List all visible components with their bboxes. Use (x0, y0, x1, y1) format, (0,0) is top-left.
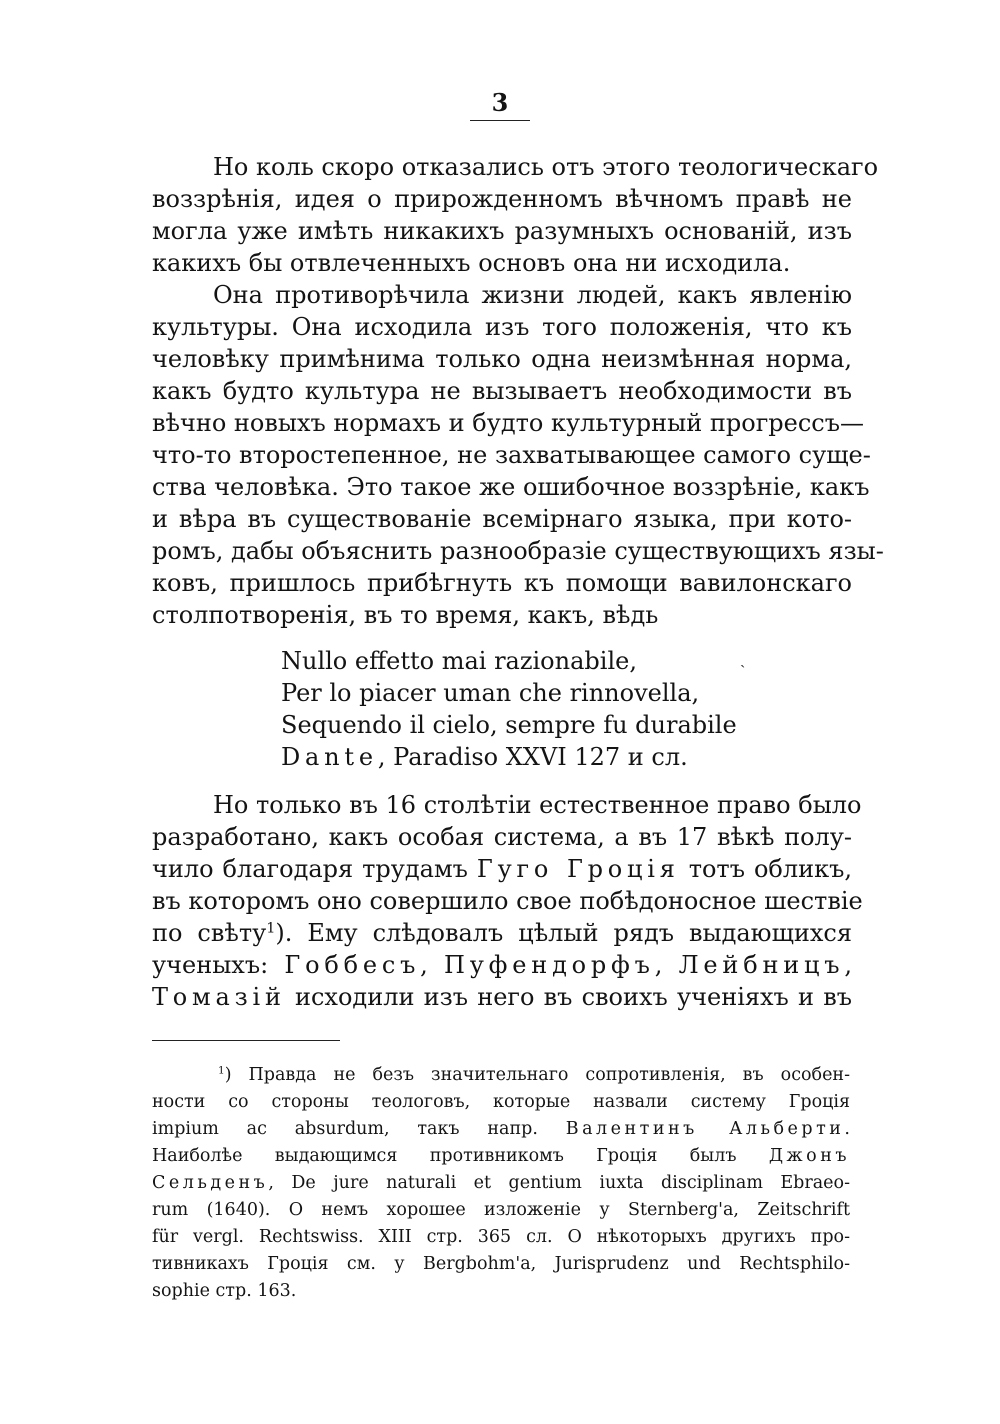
person-name: Гуго Гроція (476, 855, 680, 883)
footnote-line (152, 1143, 850, 1170)
text-segment: ученыхъ: (152, 951, 285, 979)
text-line (152, 853, 852, 885)
person-name: Пуфендорфъ (444, 951, 655, 979)
person-name: Лейбницъ (678, 951, 845, 979)
text-segment: , De jure naturali et gentium iuxta disciplinam Ebraeo- (268, 1173, 850, 1193)
person-name: Гоббесъ (284, 951, 421, 979)
verse-source (281, 741, 688, 773)
text-line: какъ будто культура не вызываетъ необходимости въ (152, 377, 852, 405)
text-segment: , (654, 951, 679, 979)
footnote-line (152, 1116, 850, 1143)
footnote-line: ности со стороны теологовъ, которые назвали систему Гроція (152, 1092, 850, 1112)
text-line: вѣчно новыхъ нормахъ и будто культурный прогрессъ— (152, 409, 864, 437)
text-segment: исходили изъ него въ своихъ ученіяхъ и въ (285, 983, 852, 1011)
text-segment: по свѣту (152, 919, 267, 947)
footnote-mark: 1 (218, 1064, 225, 1077)
text-line (152, 949, 852, 981)
stray-mark: ˴ (740, 654, 746, 673)
footnote-line: тивникахъ Гроція см. у Bergbohm'а, Jurisprudenz und Rechtsphilo- (152, 1254, 850, 1274)
text-line: могла уже имѣть никакихъ разумныхъ основаній, изъ (152, 217, 852, 245)
footnote-rule (152, 1040, 340, 1041)
verse-reference: , Paradiso XXVI 127 и сл. (377, 743, 688, 771)
text-line: въ которомъ оно совершило свое побѣдоносное шествіе (152, 887, 863, 915)
verse-author: Dante (281, 743, 378, 771)
text-segment: Наиболѣе выдающимся противникомъ Гроція былъ (152, 1146, 769, 1166)
text-segment: тотъ обликъ, (679, 855, 852, 883)
text-segment: ) Правда не безъ значительнаго сопротивленія, въ особен- (224, 1065, 850, 1085)
text-line: что-то второстепенное, не захватывающее самого суще- (152, 441, 871, 469)
text-line: Она противорѣчила жизни людей, какъ явленію (213, 281, 852, 309)
person-name: Томазій (152, 983, 286, 1011)
footnote-line: für vergl. Rechtswiss. XIII стр. 365 сл. О нѣкоторыхъ другихъ про- (152, 1227, 850, 1247)
person-name: Сельденъ (152, 1173, 269, 1193)
text-line: какихъ бы отвлеченныхъ основъ она ни исходила. (152, 249, 791, 277)
text-segment: , (844, 951, 852, 979)
footnote-line (218, 1062, 850, 1089)
verse-line: Nullo effetto mai razionabile, (281, 647, 637, 675)
footnote-ref: 1 (266, 920, 276, 937)
text-line: Но коль скоро отказались отъ этого теологическаго (213, 153, 879, 181)
text-line: воззрѣнія, идея о прирожденномъ вѣчномъ правѣ не (152, 185, 852, 213)
text-line: разработано, какъ особая система, а въ 17 вѣкѣ полу- (152, 823, 852, 851)
page-number-rule (470, 120, 530, 121)
verse-line: Per lo piacer uman che rinnovella, (281, 679, 700, 707)
page-number: 3 (491, 88, 509, 117)
text-line: культуры. Она исходила изъ того положенія, что къ (152, 313, 852, 341)
text-line: столпотворенія, въ то время, какъ, вѣдь (152, 601, 659, 629)
text-segment: . (844, 1119, 850, 1139)
text-segment: чило благодаря трудамъ (152, 855, 477, 883)
footnote-line: rum (1640). О немъ хорошее изложеніе у Sternberg'а, Zeitschrift (152, 1200, 850, 1220)
person-name: Джонъ (768, 1146, 850, 1166)
text-line: Но только въ 16 столѣтіи естественное право было (213, 791, 862, 819)
text-line (152, 917, 852, 949)
footnote-line: sophie стр. 163. (152, 1281, 297, 1301)
text-line: и вѣра въ существованіе всемірнаго языка, при кото- (152, 505, 852, 533)
footnote-line (152, 1170, 850, 1197)
text-line (152, 981, 852, 1013)
person-name: Валентинъ Альберти (565, 1119, 845, 1139)
text-segment: ). Ему слѣдовалъ цѣлый рядъ выдающихся (275, 919, 852, 947)
text-segment: impium ac absurdum, такъ напр. (152, 1119, 566, 1139)
text-line: человѣку примѣнима только одна неизмѣнная норма, (152, 345, 852, 373)
text-line: ковъ, пришлось прибѣгнуть къ помощи вавилонскаго (152, 569, 852, 597)
text-segment: , (420, 951, 445, 979)
text-line: ромъ, дабы объяснить разнообразіе существующихъ язы- (152, 537, 884, 565)
text-line: ства человѣка. Это такое же ошибочное воззрѣніе, какъ (152, 473, 870, 501)
verse-line: Sequendo il cielo, sempre fu durabile (281, 711, 737, 739)
